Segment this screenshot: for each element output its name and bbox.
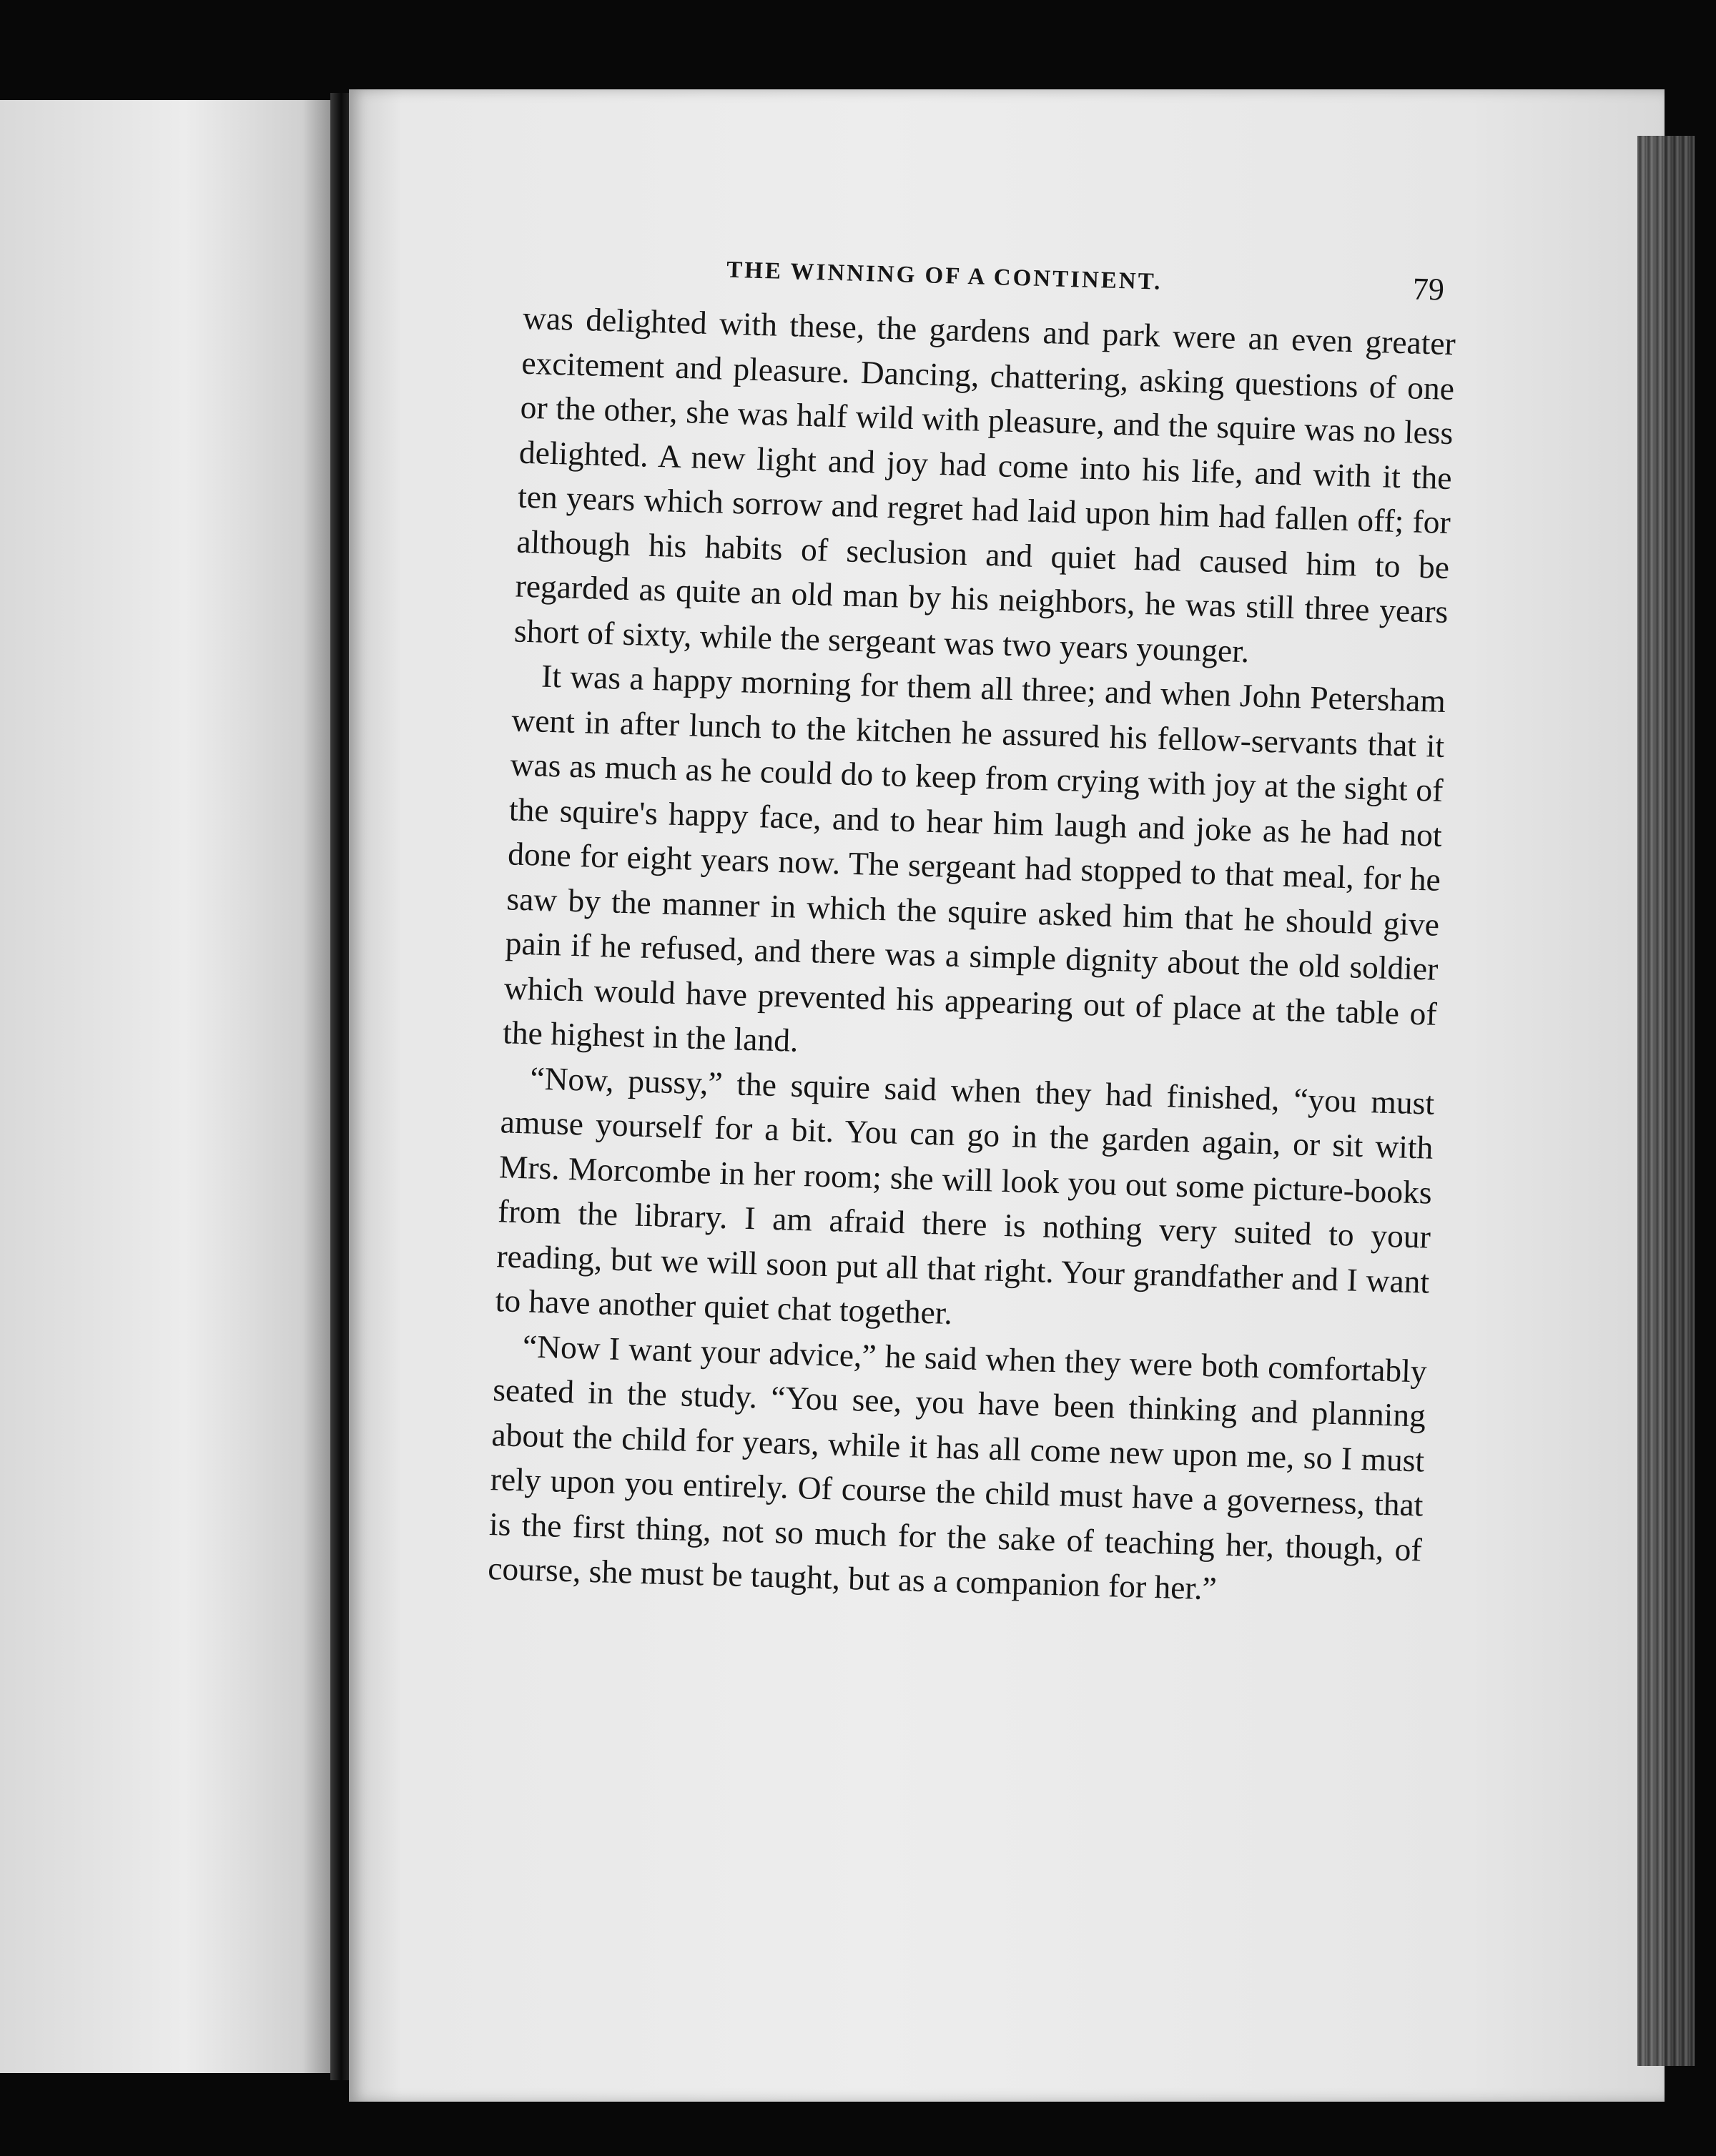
paragraph: “Now, pussy,” the squire said when they had finished, “you must amuse yourself for a bit. You can go in the garden again, or sit with Mrs. Morcombe in her room; she will look you out some picture-books from the library. I am afraid there is nothing very suited to your reading, but we will soon put all that right. Your grandfather and I want to have another quiet chat together. xyxy=(495,1059,1435,1332)
page-number: 79 xyxy=(1412,271,1445,307)
paragraph: It was a happy morning for them all three; and when John Petersham went in after lunch to the kitchen he assured his fellow-servants that it was as much as he could do to keep from crying with joy at the sight of the squire's happy face, and to hear him laugh and joke as he had not done for eight years now. The sergeant had stopped to that meal, for he saw by the manner in which the squire asked him that he should give pain if he refused, and there was a simple dignity about the old soldier which would have prevented his appearing out of place at the table of the highest in the land. xyxy=(502,657,1446,1059)
body-text xyxy=(488,296,1456,1617)
paragraph: was delighted with these, the gardens and park were an even greater excitement and pleasure. Dancing, chattering, asking questions of one or the other, she was half wild with pleasure, and the squire was no less delighted. A new light and joy had come into his life, and with it the ten years which sorrow and regret had laid upon him had fallen off; for although his habits of seclusion and quiet had caused him to be regarded as quite an old man by his neighbors, he was still three years short of sixty, while the sergeant was two years younger. xyxy=(513,299,1456,669)
paragraph: “Now I want your advice,” he said when they were both comfortably seated in the study. “You see, you have been thinking and planning about the child for years, while it has all come new upon me, so I must rely upon you entirely. Of course the child must have a governess, that is the first thing, not so much for the sake of teaching her, though, of course, she must be taught, but as a companion for her.” xyxy=(487,1327,1428,1607)
running-head: THE WINNING OF A CONTINENT. xyxy=(726,257,1163,295)
